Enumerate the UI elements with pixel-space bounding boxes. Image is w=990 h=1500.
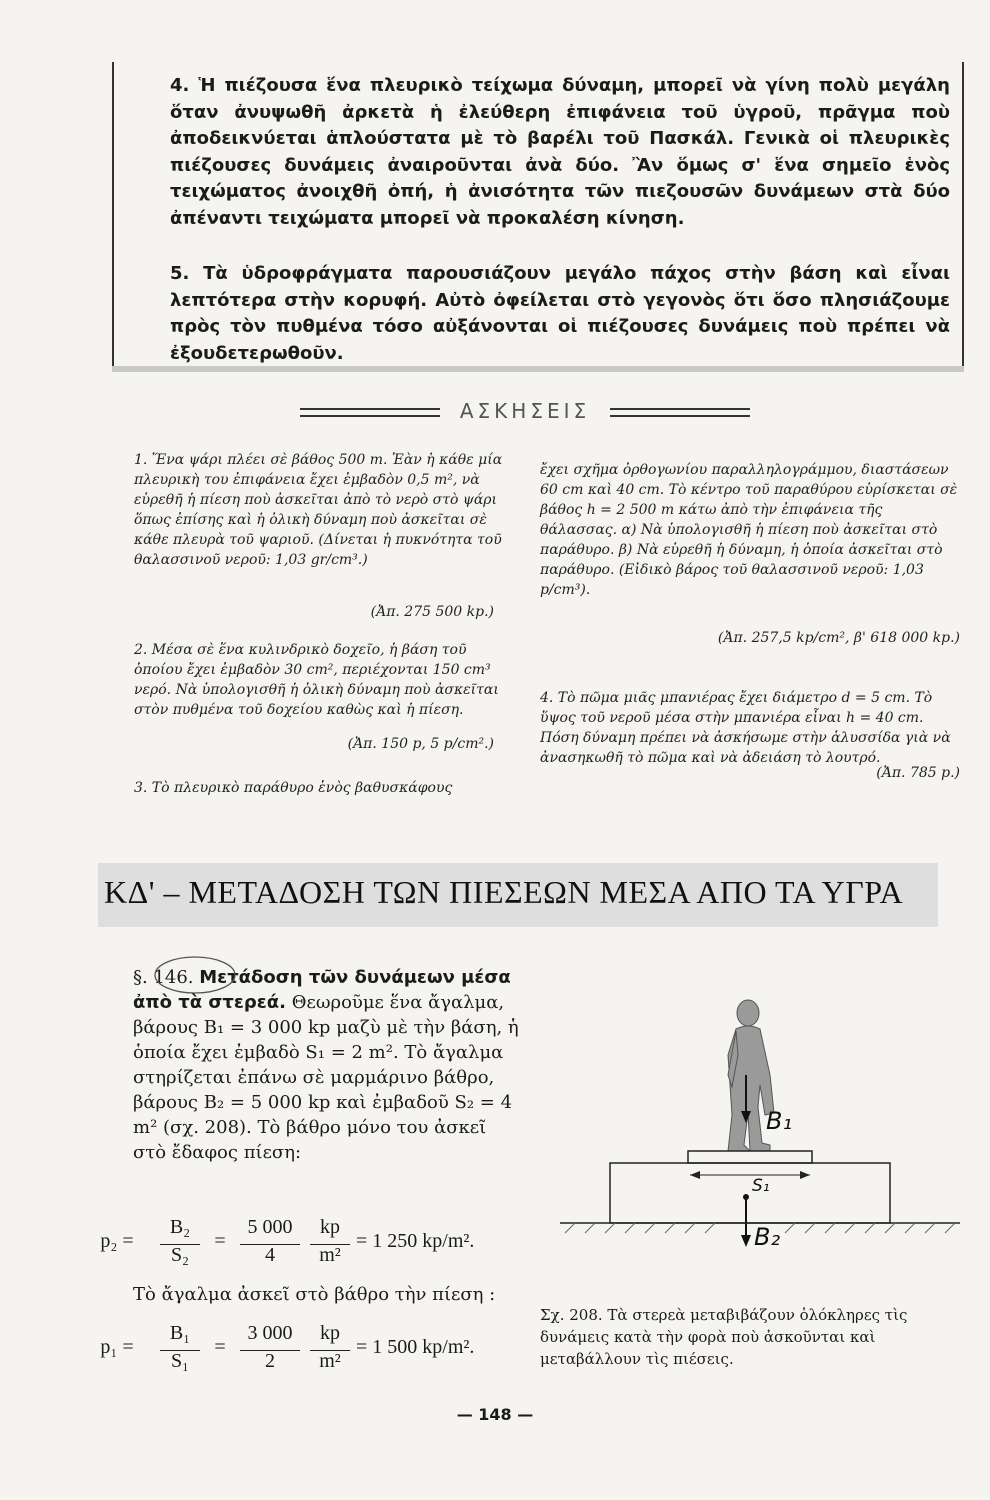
eq1-den1: S₂ xyxy=(170,1244,190,1266)
eq2-num1: B₁ xyxy=(169,1322,191,1344)
exercise-2: 2. Μέσα σὲ ἕνα κυλινδρικὸ δοχεῖο, ἡ βάση τοῦ ὁποίου ἔχει ἐμβαδὸν 30 cm², περιέχονται 150 cm³ νερό. Νὰ ὑπολογισθῆ ἡ ὁλικὴ δύναμη ποὺ ἀσκεῖται στὸν πυθμένα τοῦ δοχείου καθὼς καὶ ἡ πίεση. xyxy=(134,642,499,718)
statue-base xyxy=(688,1151,812,1163)
eq1-den2: 4 xyxy=(265,1244,275,1266)
eq1-equals: = xyxy=(214,1230,226,1252)
figure-caption xyxy=(540,1304,960,1370)
section-body: Θεωροῦμε ἕνα ἄγαλμα, βάρους B₁ = 3 000 kp μαζὺ μὲ τὴν βάση, ἡ ὁποία ἔχει ἐμβαδὸ S₁ = 2 m². Τὸ ἄγαλμα στηρίζεται ἐπάνω σὲ μαρμάρινο βάθρο, βάρους B₂ = 5 000 kp καὶ ἐμβαδοῦ S₂ = 4 m² (σχ. 208). Τὸ βάθρο μόνο του ἀσκεῖ στὸ ἔδαφος πίεση: xyxy=(133,992,519,1163)
s1-dimension xyxy=(690,1171,810,1179)
s1-label: S₁ xyxy=(752,1176,770,1196)
eq1-num1: B₂ xyxy=(169,1216,191,1238)
eq2-num2: 3 000 xyxy=(247,1322,293,1344)
pedestal xyxy=(610,1163,890,1223)
exercises-heading xyxy=(300,400,750,424)
eq1-num2: 5 000 xyxy=(247,1216,293,1238)
paragraph-5: 5. Τὰ ὑδροφράγματα παρουσιάζουν μεγάλο πάχος στὴν βάση καὶ εἶναι λεπτότερα στὴν κορυφή. Αὐτὸ ὀφείλεται στὸ γεγονὸς ὅτι ὅσο πλησιάζουμε πρὸς τὸν πυθμένα τόσο αὐξάνονται οἱ πιέζουσες δυνάμεις ποὺ πρέπει νὰ ἐξουδετερωθοῦν. xyxy=(170,263,950,364)
eq2-lhs: p₁ = xyxy=(100,1336,134,1358)
section-number-circle xyxy=(140,945,255,995)
eq2-result: = 1 500 kp/m². xyxy=(356,1336,475,1358)
eq2-den2: 2 xyxy=(265,1350,275,1372)
figure-208 xyxy=(560,995,960,1295)
eq2-num3: kp xyxy=(320,1322,340,1344)
exercise-1-answer: (Ἀπ. 275 500 kp.) xyxy=(370,604,494,620)
chapter-title: ΚΔ' – ΜΕΤΑΔΟΣΗ ΤΩΝ ΠΙΕΣΕΩΝ ΜΕΣΑ ΑΠΟ ΤΑ ΥΓΡΑ xyxy=(104,874,904,910)
exercises-title: ΑΣΚΗΣΕΙΣ xyxy=(459,399,591,423)
exercise-4: 4. Τὸ πῶμα μιᾶς μπανιέρας ἔχει διάμετρο d = 5 cm. Τὸ ὕψος τοῦ νεροῦ μέσα στὴν μπανιέρα εἶναι h = 40 cm. Πόση δύναμη πρέπει νὰ ἀσκήσωμε στὴν ἁλυσσίδα γιὰ νὰ ἀνασηκωθῆ τὸ πῶμα καὶ νὰ ἀδειάση τὸ λουτρό. xyxy=(540,690,951,766)
eq2-den1: S₁ xyxy=(170,1350,190,1372)
caption-text: Τὰ στερεὰ μεταβιβάζουν ὁλόκληρες τὶς δυνάμεις κατὰ τὴν φορὰ ποὺ ἀσκοῦνται καὶ μεταβάλλουν τὶς πιέσεις. xyxy=(540,1306,908,1368)
section-146 xyxy=(133,965,523,1165)
middle-text: Τὸ ἄγαλμα ἀσκεῖ στὸ βάθρο τὴν πίεση : xyxy=(133,1284,496,1305)
eq1-den3: m² xyxy=(319,1244,341,1266)
exercise-3-continued: ἔχει σχῆμα ὀρθογωνίου παραλληλογράμμου, διαστάσεων 60 cm καὶ 40 cm. Τὸ κέντρο τοῦ παραθύρου εὑρίσκεται σὲ βάθος h = 2 500 m κάτω ἀπὸ τὴν ἐπιφάνεια τῆς θάλασσας. α) Νὰ ὑπολογισθῆ ἡ πίεση ποὺ ἀσκεῖται στὸ παράθυρο. β) Νὰ εὑρεθῆ ἡ δύναμη, ἡ ὁποία ἀσκεῖται στὸ παράθυρο. (Εἰδικὸ βάρος τοῦ θαλασσινοῦ νεροῦ: 1,03 p/cm³). xyxy=(540,462,958,598)
double-rule-right xyxy=(610,408,750,417)
b1-label: B₁ xyxy=(766,1107,793,1135)
b2-arrow xyxy=(741,1194,751,1247)
eq1-lhs: p₂ = xyxy=(100,1230,134,1252)
exercise-1: 1. Ἕνα ψάρι πλέει σὲ βάθος 500 m. Ἐὰν ἡ κάθε μία πλευρικὴ του ἐπιφάνεια ἔχει ἐμβαδὸν 0,5 m², νὰ εὑρεθῆ ἡ πίεση ποὺ ἀσκεῖται ἀπὸ τὸ νερὸ στὸ ψάρι ὅπως ἐπίσης καὶ ἡ ὁλικὴ δύναμη ποὺ ἀσκεῖται σὲ κάθε πλευρὰ τοῦ ψαριοῦ. (Δίνεται ἡ πυκνότητα τοῦ θαλασσινοῦ νεροῦ: 1,03 gr/cm³.) xyxy=(134,452,503,568)
exercise-3-answer: (Ἀπ. 257,5 kp/cm², β' 618 000 kp.) xyxy=(717,630,960,646)
b2-label: B₂ xyxy=(754,1223,781,1251)
exercise-3-start: 3. Τὸ πλευρικὸ παράθυρο ἑνὸς βαθυσκάφους xyxy=(134,780,453,796)
section-number: §. 146. xyxy=(133,967,194,988)
section-title: Μετάδοση τῶν δυνάμεων μέσα ἀπὸ τὰ στερεά. xyxy=(133,967,511,1013)
eq1-num3: kp xyxy=(320,1216,340,1238)
exercise-2-answer: (Ἀπ. 150 p, 5 p/cm².) xyxy=(347,736,494,752)
page-number: — 148 — xyxy=(456,1405,534,1424)
exercise-4-answer: (Ἀπ. 785 p.) xyxy=(876,765,960,781)
eq1-result: = 1 250 kp/m². xyxy=(356,1230,475,1252)
paragraph-4: 4. Ἡ πιέζουσα ἕνα πλευρικὸ τείχωμα δύναμη, μπορεῖ νὰ γίνη πολὺ μεγάλη ὅταν ἀνυψωθῆ ἀρκετὰ ἡ ἐλεύθερη ἐπιφάνεια τοῦ ὑγροῦ, πρᾶγμα ποὺ ἀποδεικνύεται ἁπλούστατα μὲ τὸ βαρέλι τοῦ Πασκάλ. Γενικὰ οἱ πλευρικὲς πιέζουσες δυνάμεις ἀναιροῦνται ἀνὰ δύο. Ἂν ὅμως σ' ἕνα σημεῖο ἑνὸς τειχώματος ἀνοιχθῆ ὀπή, ἡ ἀνισότητα τῶν πιεζουσῶν δυνάμεων στὰ δύο ἀπέναντι τειχώματα μπορεῖ νὰ προκαλέση κίνηση. xyxy=(170,75,950,229)
eq2-den3: m² xyxy=(319,1350,341,1372)
eq2-equals: = xyxy=(214,1336,226,1358)
caption-lead: Σχ. 208. xyxy=(540,1306,603,1324)
